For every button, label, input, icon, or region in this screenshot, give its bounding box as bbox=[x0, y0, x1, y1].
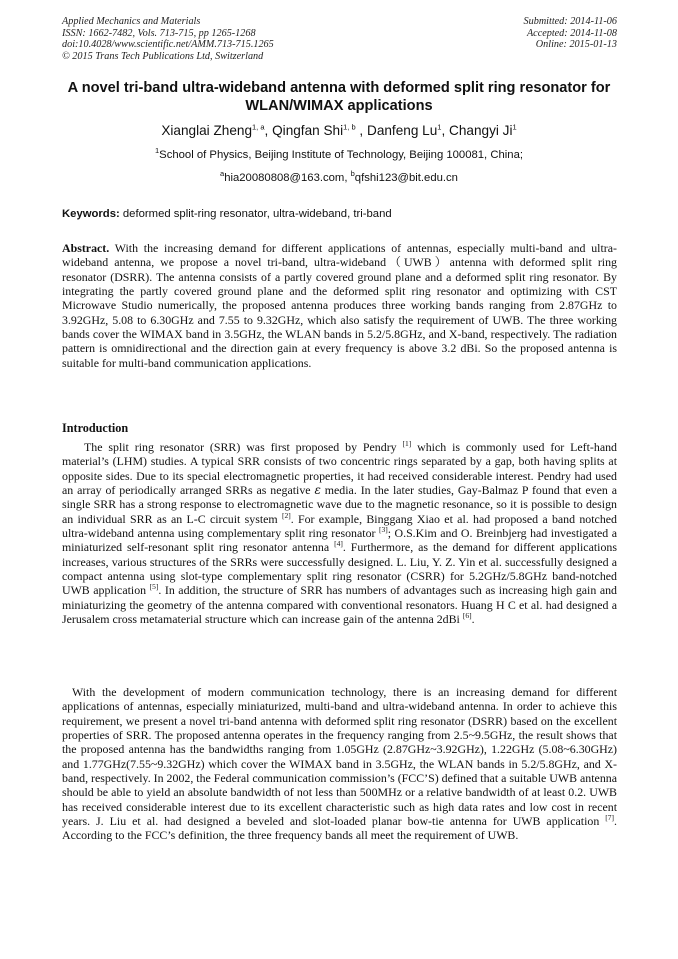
intro-paragraph-2 bbox=[62, 685, 617, 843]
paragraph-text: The split ring resonator (SRR) was first proposed by Pendry bbox=[84, 440, 403, 454]
affiliation-text: School of Physics, Beijing Institute of Technology, Beijing 100081, China; bbox=[159, 149, 523, 161]
citation-marker: [7] bbox=[605, 813, 615, 823]
author-list bbox=[40, 122, 638, 139]
online-date: Online: 2015-01-13 bbox=[535, 39, 617, 51]
submitted-date: Submitted: 2014-11-06 bbox=[523, 16, 617, 27]
paragraph-text: . In addition, the structure of SRR has numbers of advantages such as increasing high gain and miniaturizing the geometry of the antenna compared with conventional resonators. Huang H C et al. had designed a Jerusalem cross metamaterial structure which can increase gain of the antenna 2dBi bbox=[62, 583, 617, 627]
paragraph-text: which is commonly used for Left-hand material’s (LHM) studies. A typical SRR consists of two concentric rings separated by a gap, both having splits at opposite sides. Due to its special electromagnetic properties, it had received considerable interest. Pendry had used an array of periodically arranged SRRs as negative bbox=[62, 440, 617, 498]
copyright-line: © 2015 Trans Tech Publications Ltd, Switzerland bbox=[62, 50, 264, 62]
paragraph-text: . For example, Binggang Xiao et al. had proposed a band notched ultra-wideband antenna using complementary split ring resonator bbox=[62, 511, 617, 541]
paragraph-text: ; O.S.Kim and O. Breinbjerg had investigated a miniaturized self-resonant split ring resonator antenna bbox=[62, 526, 617, 555]
keywords-label: Keywords: bbox=[62, 208, 120, 220]
paragraph-text: . Furthermore, as the demand for different applications increases, various structures of the SRRs were successfully designed. L. Liu, Y. Z. Yin et al. successfully designed a compact antenna using slot-type complementary split ring resonator (CSRR) for 5.2GHz/5.8GHz band-notched UWB application bbox=[62, 540, 617, 598]
keywords bbox=[62, 207, 622, 221]
author-affiliation-marker: 1 bbox=[512, 122, 517, 132]
author-name: Xianglai Zheng bbox=[161, 123, 253, 138]
journal-header-left bbox=[62, 16, 274, 62]
section-heading-introduction: Introduction bbox=[62, 421, 129, 435]
citation-marker: [6] bbox=[462, 611, 472, 621]
citation-marker: [5] bbox=[149, 582, 159, 592]
doi-line: doi:10.4028/www.scientific.net/AMM.713-715.1265 bbox=[62, 39, 274, 51]
journal-header-right bbox=[524, 16, 617, 51]
affiliation-marker: 1 bbox=[155, 146, 160, 156]
author-affiliation-marker: 1 bbox=[437, 122, 442, 132]
author-separator: , bbox=[264, 123, 273, 138]
email-b-marker: b bbox=[350, 169, 355, 179]
author-separator: , bbox=[355, 123, 367, 138]
paragraph-text: . According to the FCC’s definition, the three frequency bands all meet the requirement of UWB. bbox=[62, 814, 617, 843]
intro-paragraph-1 bbox=[62, 440, 617, 626]
issn-line: ISSN: 1662-7482, Vols. 713-715, pp 1265-1268 bbox=[62, 27, 256, 39]
abstract bbox=[62, 241, 617, 370]
email-b: qfshi123@bit.edu.cn bbox=[354, 172, 458, 184]
author-name: Changyi Ji bbox=[449, 123, 513, 138]
author-affiliation-marker: 1, a bbox=[252, 122, 265, 132]
abstract-label: Abstract. bbox=[62, 241, 110, 255]
abstract-text: With the increasing demand for different applications of antennas, especially multi-band and ultra-wideband antenna, we propose a novel tri-band, ultra-wideband（UWB）antenna with deformed split ring resonator (DSRR). The antenna consists of a partly covered ground plane and a deformed split ring resonator. By integrating the partly covered ground plane and the deformed split ring resonator and optimizing with CST Microwave Studio numerically, the proposed antenna produces three working bands ranging from 2.87GHz to 3.92GHz, 5.08 to 6.30GHz and 7.55 to 9.32GHz, which also satisfy the requirement of UWB. The three working bands cover the WIMAX band in 3.5GHz, the WLAN bands in 5.2/5.8GHz, and X-band, respectively. The radiation pattern is omnidirectional and the direction gain at every frequency is above 3.2 dBi. So the proposed antenna is suitable for multi-band communication applications. bbox=[62, 241, 617, 370]
journal-name: Applied Mechanics and Materials bbox=[62, 16, 201, 27]
paragraph-text: media. In the later studies, Gay-Balmaz P found that even a single SRR has a strong response to electromagnetic wave due to the magnetic resonance, so it is possible to design an individual SRR as an L-C circuit system bbox=[62, 483, 617, 526]
citation-marker: [1] bbox=[402, 439, 412, 449]
paper-title: A novel tri-band ultra-wideband antenna with deformed split ring resonator for WLAN/WIMAX applications bbox=[67, 80, 611, 114]
email-a-marker: a bbox=[220, 169, 225, 179]
author-separator: , bbox=[441, 123, 450, 138]
paragraph-text: With the development of modern communication technology, there is an increasing demand for different applications of antennas, especially miniaturized, multi-band and ultra-wideband antenna. In order to achieve this requirement, we present a novel tri-band antenna with deformed split ring resonator (DSRR) based on the excellent properties of SRR. The proposed antenna operates in the frequency ranging from 2.5~9.5GHz, the result shows that the proposed antenna has the bandwidths ranging from 1.05GHz (2.87GHz~3.92GHz), 1.22GHz (5.08~6.30GHz) and 1.77GHz(7.55~9.32GHz) which cover the WIMAX band in 3.5GHz, the WLAN bands in 5.2/5.8GHz, and X-band, respectively. In 2002, the Federal communication commission’s (FCC’S) defined that a suitable UWB antenna should be able to yield an absolute bandwidth of not less than 500MHz or a relative bandwidth of at least 0.2. UWB has received considerable interest due to its excellent characteristic such as high data rates and low cost in recent years. J. Liu et al. had designed a beveled and slot-loaded planar bow-tie antenna for UWB application bbox=[62, 685, 617, 829]
affiliation bbox=[40, 148, 638, 162]
author-emails bbox=[40, 171, 638, 185]
paragraph-text: . bbox=[471, 612, 475, 627]
author-name: Qingfan Shi bbox=[272, 123, 344, 138]
keywords-text: deformed split-ring resonator, ultra-wideband, tri-band bbox=[119, 208, 392, 220]
epsilon-symbol: ε bbox=[314, 483, 321, 498]
citation-marker: [2] bbox=[281, 510, 291, 520]
citation-marker: [3] bbox=[378, 525, 388, 535]
email-a: hia20080808@163.com, bbox=[224, 172, 351, 184]
citation-marker: [4] bbox=[334, 539, 343, 549]
author-name: Danfeng Lu bbox=[367, 123, 438, 138]
author-affiliation-marker: 1, b bbox=[343, 122, 356, 132]
accepted-date: Accepted: 2014-11-08 bbox=[526, 27, 617, 39]
